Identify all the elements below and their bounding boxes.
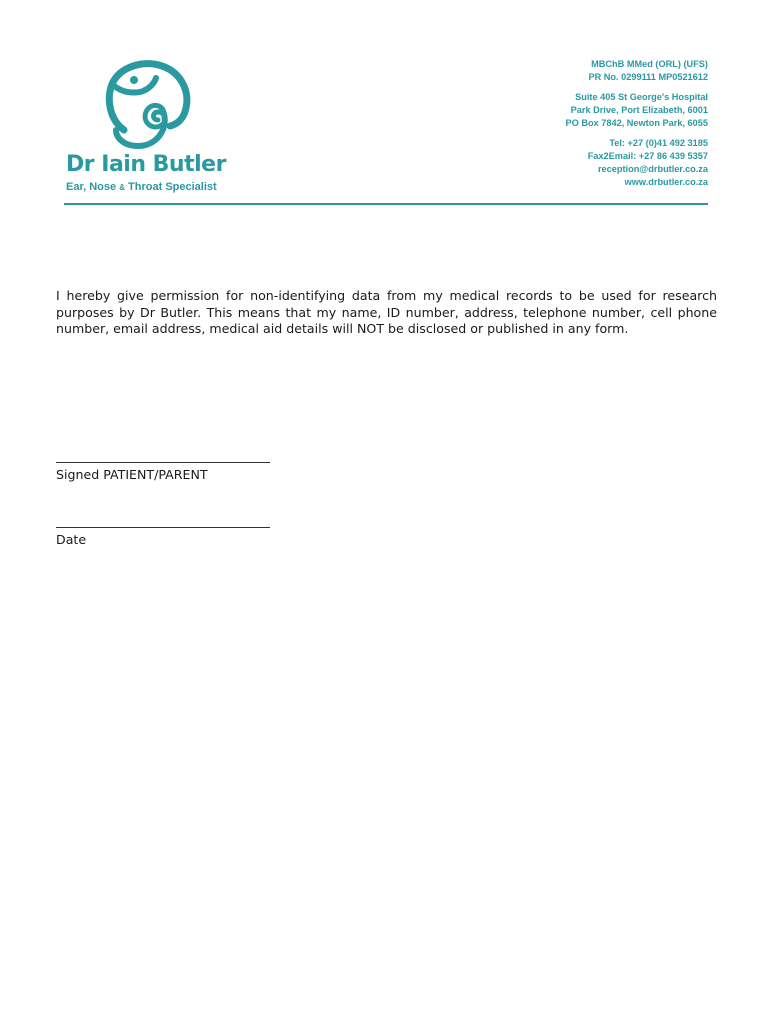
qualifications: MBChB MMed (ORL) (UFS) [591,59,708,69]
phone-group [566,137,708,189]
address-line1: Suite 405 St George's Hospital [575,92,708,102]
credentials-group [566,58,708,84]
website: www.drbutler.co.za [624,177,708,187]
date-label: Date [56,532,87,547]
consent-paragraph: I hereby give permission for non-identifying data from my medical records to be used for research purposes by Dr Butler. This means that my name, ID number, address, telephone number, cell phone number, email address, medical aid details will NOT be disclosed or published in any form. [56,288,717,336]
tagline-part1: Ear, Nose [66,181,117,193]
address-line3: PO Box 7842, Newton Park, 6055 [565,118,708,128]
date-field [56,517,276,547]
brand-name: Dr Iain Butler [66,152,226,177]
fax: Fax2Email: +27 86 439 5357 [587,151,708,161]
date-line[interactable] [56,527,270,528]
address-line2: Park Drive, Port Elizabeth, 6001 [570,105,708,115]
signature-line[interactable] [56,462,270,463]
signature-label: Signed PATIENT/PARENT [56,467,208,482]
tagline-ampersand: & [119,183,125,192]
signature-field [56,452,276,482]
tagline-part2: Throat Specialist [128,181,217,193]
contact-details [566,58,708,196]
pr-number: PR No. 0299111 MP0521612 [588,72,708,82]
email-address: reception@drbutler.co.za [597,164,708,174]
elephant-spiral-icon [104,60,194,152]
letterhead-logo [66,60,266,200]
brand-tagline [66,181,217,193]
telephone: Tel: +27 (0)41 492 3185 [609,138,708,148]
header-divider [64,203,708,205]
address-group [566,91,708,130]
